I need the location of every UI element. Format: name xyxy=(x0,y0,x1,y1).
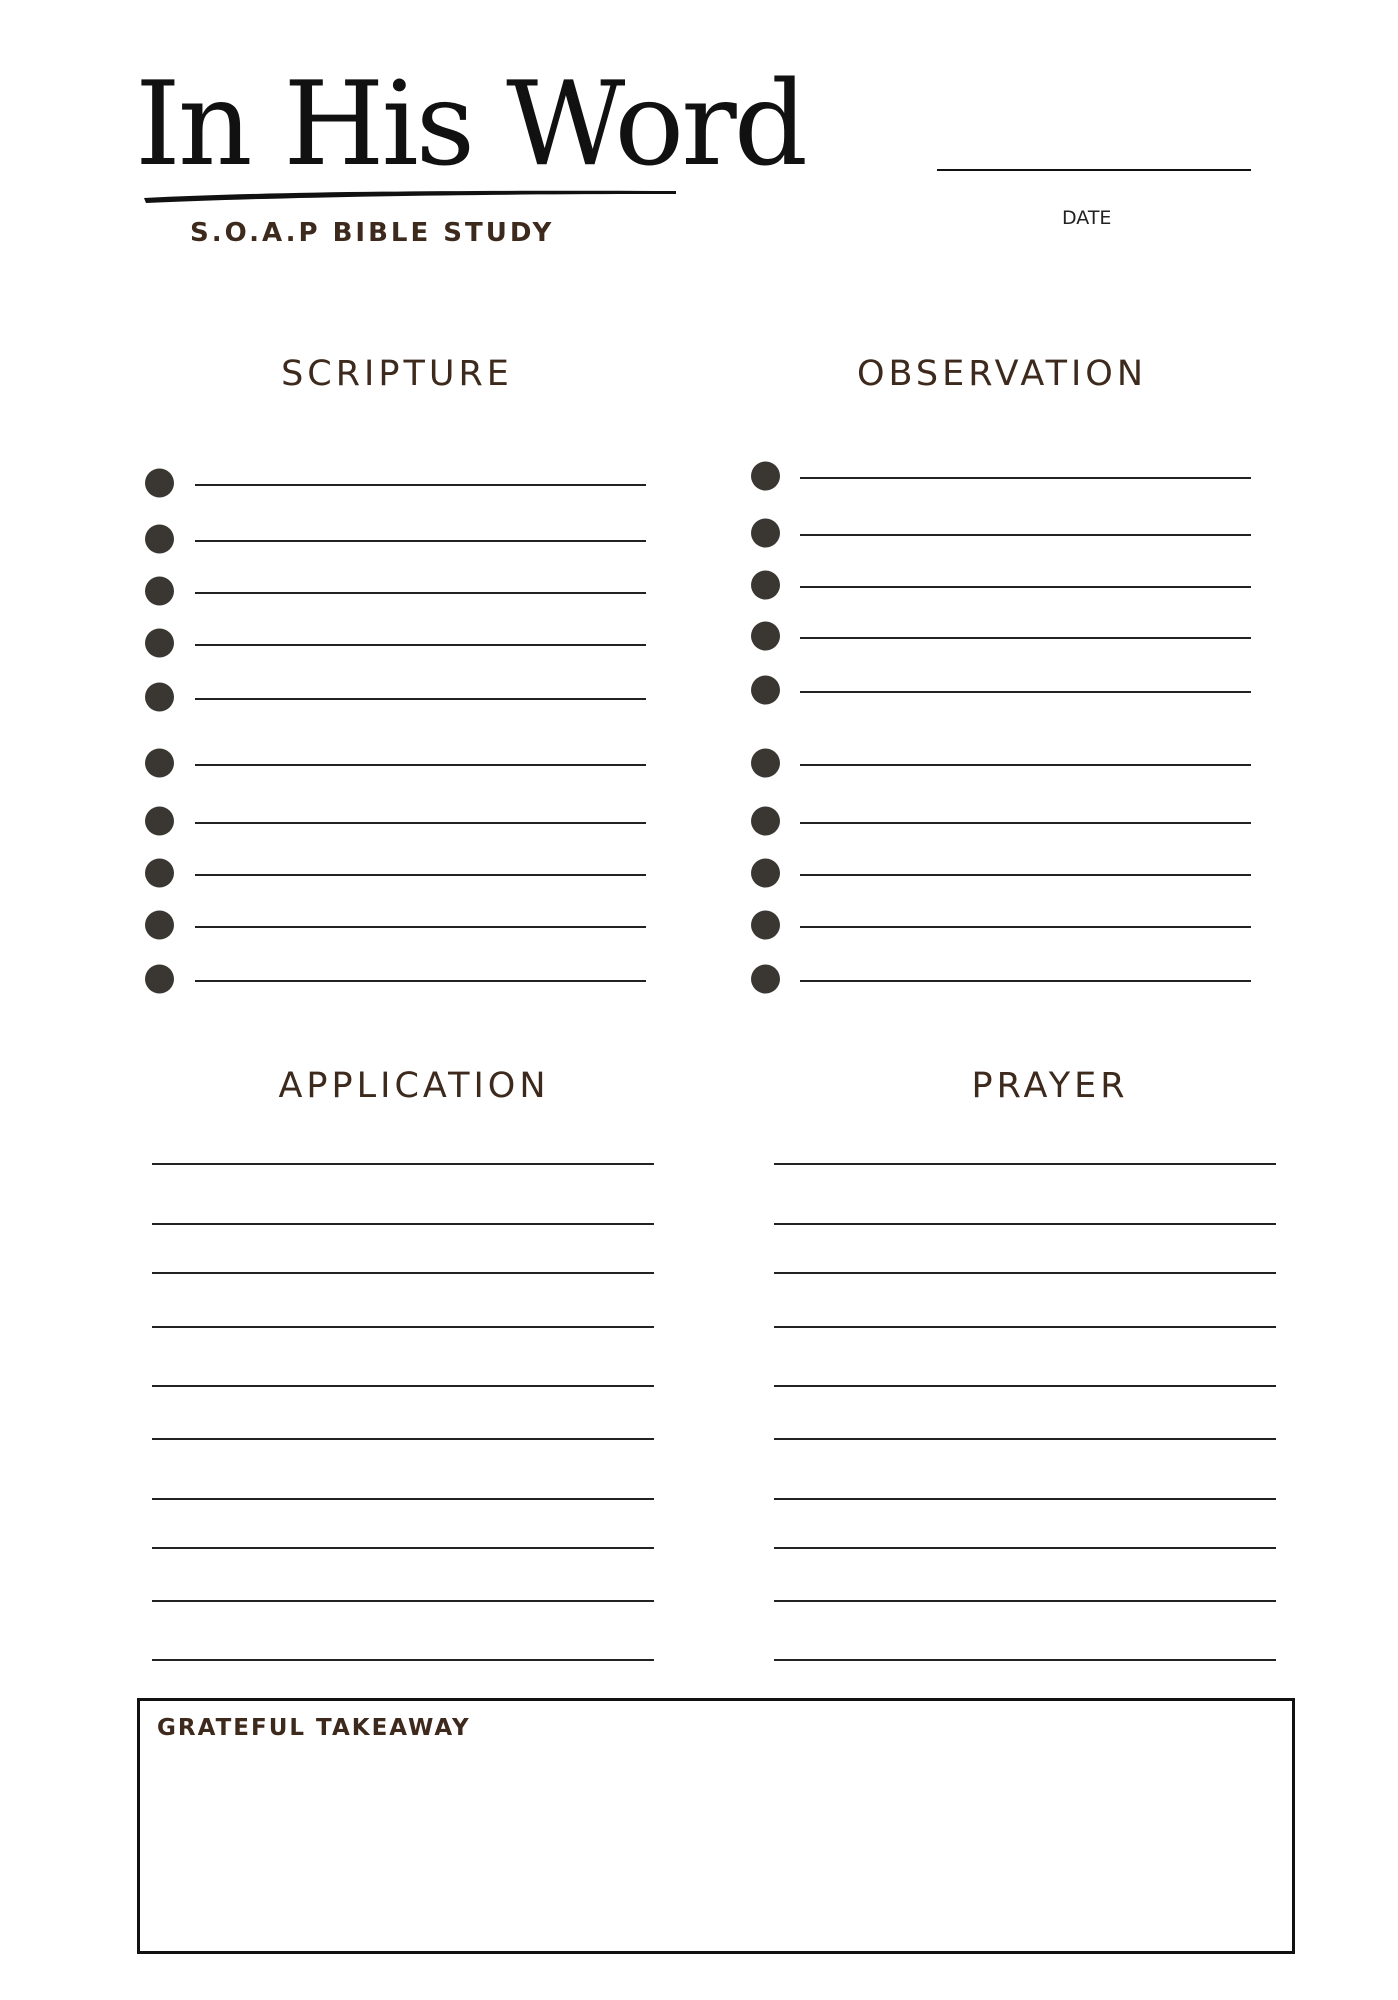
observation-writing-line[interactable] xyxy=(800,691,1251,693)
application-writing-line[interactable] xyxy=(152,1547,654,1549)
scripture-bullet-icon xyxy=(145,525,174,554)
scripture-bullet-icon xyxy=(145,749,174,778)
application-writing-line[interactable] xyxy=(152,1600,654,1602)
application-writing-line[interactable] xyxy=(152,1163,654,1165)
observation-writing-line[interactable] xyxy=(800,586,1251,588)
scripture-writing-line[interactable] xyxy=(195,644,646,646)
title-underline xyxy=(140,186,680,206)
scripture-writing-line[interactable] xyxy=(195,698,646,700)
observation-bullet-icon xyxy=(751,807,780,836)
application-heading: APPLICATION xyxy=(278,1066,550,1106)
grateful-takeaway-box[interactable] xyxy=(137,1698,1295,1954)
observation-bullet-icon xyxy=(751,462,780,491)
observation-writing-line[interactable] xyxy=(800,637,1251,639)
grateful-takeaway-label: GRATEFUL TAKEAWAY xyxy=(157,1715,471,1741)
application-writing-line[interactable] xyxy=(152,1272,654,1274)
page-subtitle: S.O.A.P BIBLE STUDY xyxy=(190,218,555,248)
observation-heading: OBSERVATION xyxy=(856,354,1148,394)
observation-writing-line[interactable] xyxy=(800,534,1251,536)
scripture-writing-line[interactable] xyxy=(195,592,646,594)
application-writing-line[interactable] xyxy=(152,1223,654,1225)
observation-writing-line[interactable] xyxy=(800,477,1251,479)
prayer-writing-line[interactable] xyxy=(774,1438,1276,1440)
application-writing-line[interactable] xyxy=(152,1498,654,1500)
observation-writing-line[interactable] xyxy=(800,926,1251,928)
prayer-writing-line[interactable] xyxy=(774,1272,1276,1274)
prayer-writing-line[interactable] xyxy=(774,1498,1276,1500)
observation-writing-line[interactable] xyxy=(800,764,1251,766)
prayer-writing-line[interactable] xyxy=(774,1223,1276,1225)
application-writing-line[interactable] xyxy=(152,1438,654,1440)
scripture-bullet-icon xyxy=(145,911,174,940)
prayer-writing-line[interactable] xyxy=(774,1547,1276,1549)
observation-bullet-icon xyxy=(751,749,780,778)
scripture-writing-line[interactable] xyxy=(195,980,646,982)
scripture-bullet-icon xyxy=(145,683,174,712)
application-writing-line[interactable] xyxy=(152,1659,654,1661)
application-writing-line[interactable] xyxy=(152,1385,654,1387)
observation-bullet-icon xyxy=(751,519,780,548)
prayer-writing-line[interactable] xyxy=(774,1385,1276,1387)
scripture-writing-line[interactable] xyxy=(195,484,646,486)
observation-bullet-icon xyxy=(751,965,780,994)
prayer-writing-line[interactable] xyxy=(774,1659,1276,1661)
date-label: DATE xyxy=(1062,207,1112,229)
observation-bullet-icon xyxy=(751,622,780,651)
scripture-writing-line[interactable] xyxy=(195,874,646,876)
date-field[interactable] xyxy=(937,169,1251,171)
scripture-bullet-icon xyxy=(145,469,174,498)
application-writing-line[interactable] xyxy=(152,1326,654,1328)
observation-writing-line[interactable] xyxy=(800,822,1251,824)
scripture-writing-line[interactable] xyxy=(195,540,646,542)
observation-writing-line[interactable] xyxy=(800,980,1251,982)
page-title: In His Word xyxy=(135,57,805,192)
observation-bullet-icon xyxy=(751,911,780,940)
scripture-writing-line[interactable] xyxy=(195,926,646,928)
scripture-bullet-icon xyxy=(145,807,174,836)
prayer-heading: PRAYER xyxy=(971,1066,1129,1106)
scripture-writing-line[interactable] xyxy=(195,822,646,824)
observation-writing-line[interactable] xyxy=(800,874,1251,876)
prayer-writing-line[interactable] xyxy=(774,1326,1276,1328)
scripture-heading: SCRIPTURE xyxy=(281,354,513,394)
observation-bullet-icon xyxy=(751,859,780,888)
prayer-writing-line[interactable] xyxy=(774,1600,1276,1602)
scripture-bullet-icon xyxy=(145,629,174,658)
scripture-bullet-icon xyxy=(145,577,174,606)
scripture-bullet-icon xyxy=(145,965,174,994)
observation-bullet-icon xyxy=(751,571,780,600)
observation-bullet-icon xyxy=(751,676,780,705)
scripture-bullet-icon xyxy=(145,859,174,888)
scripture-writing-line[interactable] xyxy=(195,764,646,766)
prayer-writing-line[interactable] xyxy=(774,1163,1276,1165)
